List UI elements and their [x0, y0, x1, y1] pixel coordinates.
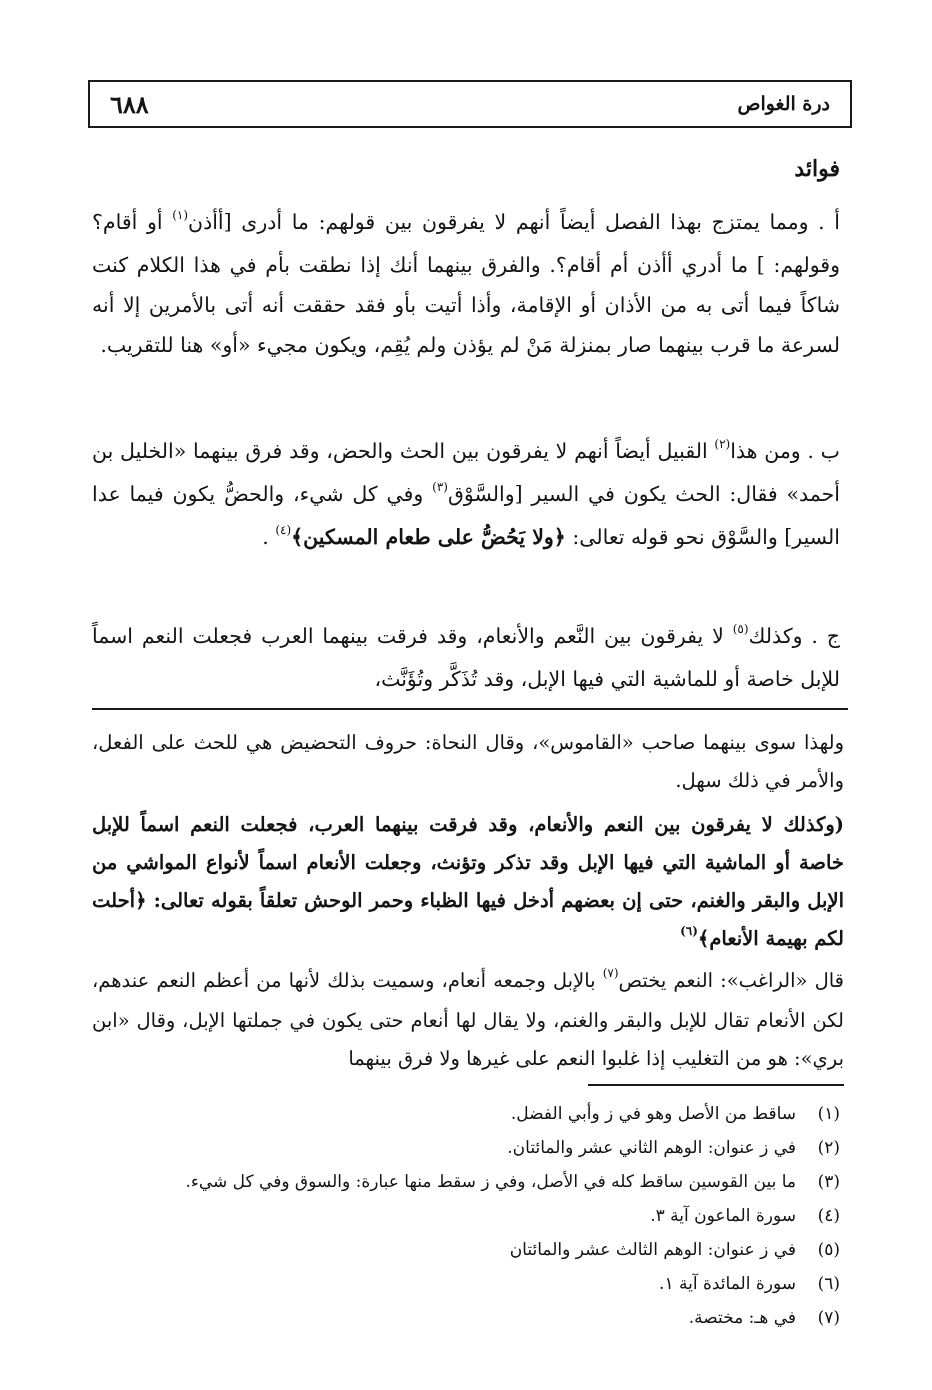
commentary-paragraph-3	[92, 962, 844, 1078]
paragraph-b-text-3: وفي كل شيء، والحضُّ يكون فيما عدا السير] والسَّوْق نحو قوله تعالى:	[92, 482, 840, 549]
footnote-item	[88, 1131, 840, 1165]
footnote-text: في ز عنوان: الوهم الثالث عشر والمائتان	[509, 1240, 796, 1260]
page-number: ٦٨٨	[110, 89, 149, 119]
footnote-item	[88, 1199, 840, 1233]
footnote-item	[88, 1165, 840, 1199]
paragraph-c-text-1: ج . وكذلك	[748, 624, 840, 648]
footnote-item	[88, 1267, 840, 1301]
paragraph-c	[92, 616, 840, 699]
footnote-text: ساقط من الأصل وهو في ز وأبي الفضل.	[510, 1104, 796, 1124]
footnote-text: سورة المائدة آية ١.	[659, 1274, 796, 1294]
footnote-text: في هـ: مختصة.	[688, 1308, 796, 1328]
footnote-number: (٥)	[817, 1240, 840, 1260]
footnote-number: (٤)	[817, 1206, 840, 1226]
footnote-ref-4: (٤)	[275, 523, 292, 537]
page-header	[88, 80, 852, 128]
paragraph-a	[92, 202, 840, 365]
commentary-3-text-2: بالإبل وجمعه أنعام، وسميت بذلك لأنها من أعظم النعم عندهم، لكن الأنعام تقال للإبل والبقر والغنم، ولا يقال لها أنعام حتى يكون في جملتها الإبل، وقال «ابن بري»: هو من التغليب إذا غلبوا النعم على غيرها ولا فرق بينهما	[92, 969, 844, 1070]
footnote-ref-1: (١)	[172, 208, 189, 222]
footnotes-list	[88, 1097, 840, 1335]
footnote-item	[88, 1097, 840, 1131]
paragraph-a-text-1: أ . ومما يمتزج بهذا الفصل أيضاً أنهم لا يفرقون بين قولهم: ما أدرى [أأذن	[188, 210, 840, 234]
footnote-item	[88, 1301, 840, 1335]
footnote-text: سورة الماعون آية ٣.	[650, 1206, 796, 1226]
footnote-number: (٣)	[817, 1172, 840, 1192]
footnote-number: (٧)	[817, 1308, 840, 1328]
footnote-divider	[588, 1084, 844, 1086]
book-title: درة الغواص	[737, 93, 830, 115]
paragraph-a-text-2: أو أقام؟ وقولهم: ] ما أدري أأذن أم أقام؟. والفرق بينهما أنك إذا نطقت بأم في هذا الكلام كنت شاكاً فيما أتى به من الأذان أو الإقامة، وأذا أتيت بأو فقد حققت أنه أتى بالأمرين إلا أنه لسرعة ما قرب بينهما صار بمنزلة مَنْ لم يؤذن ولم يُقِم، ويكون مجيء «أو» هنا للتقريب.	[92, 210, 840, 357]
footnote-number: (١)	[817, 1104, 840, 1124]
section-heading: فوائد	[794, 156, 840, 182]
footnote-ref-7: (٧)	[602, 966, 619, 980]
quran-quote: ﴿ولا يَحُضُّ على طعام المسكين﴾	[291, 525, 566, 549]
footnote-text: ما بين القوسين ساقط كله في الأصل، وفي ز سقط منها عبارة: والسوق وفي كل شيء.	[185, 1172, 796, 1192]
paragraph-b	[92, 431, 840, 560]
footnote-number: (٦)	[817, 1274, 840, 1294]
text-commentary-divider	[92, 708, 848, 710]
commentary-quote-text: (وكذلك لا يفرقون بين النعم والأنعام، وقد فرقت بينهما العرب، فجعلت النعم اسماً للإبل خاصة أو الماشية التي فيها الإبل وقد تذكر وتؤنث، وجعلت الأنعام اسماً لأنواع المواشي من الإبل والبقر والغنم، حتى إن بعضهم أدخل فيها الظباء وحمر الوحش تعلقاً بقوله تعالى: ﴿أحلت لكم بهيمة الأنعام﴾	[92, 813, 844, 950]
footnote-ref-5: (٥)	[732, 622, 749, 636]
footnote-ref-2: (٢)	[714, 437, 731, 451]
footnote-text: في ز عنوان: الوهم الثاني عشر والمائتان.	[507, 1138, 796, 1158]
paragraph-c-text-2: لا يفرقون بين النَّعم والأنعام، وقد فرقت بينهما العرب فجعلت النعم اسماً للإبل خاصة أو للماشية التي فيها الإبل، وقد تُذَكَّر وتُؤَنَّث،	[92, 624, 840, 691]
commentary-paragraph-2	[92, 806, 844, 960]
footnote-number: (٢)	[817, 1138, 840, 1158]
footnote-item	[88, 1233, 840, 1267]
footnote-ref-3: (٣)	[432, 480, 448, 494]
commentary-3-text-1: قال «الراغب»: النعم يختص	[618, 969, 844, 992]
footnote-ref-6: (٦)	[680, 924, 698, 938]
paragraph-b-text-2: القبيل أيضاً أنهم لا يفرقون بين الحث والحض، وقد فرق بينهما «الخليل بن أحمد» فقال: الحث يكون في السير [والسَّوْق	[92, 439, 840, 506]
paragraph-b-text-1: ب . ومن هذا	[730, 439, 840, 463]
paragraph-b-text-4: .	[262, 525, 276, 549]
commentary-paragraph-1: ولهذا سوى بينهما صاحب «القاموس»، وقال النحاة: حروف التحضيض هي للحث على الفعل، والأمر في ذلك سهل.	[92, 731, 844, 792]
